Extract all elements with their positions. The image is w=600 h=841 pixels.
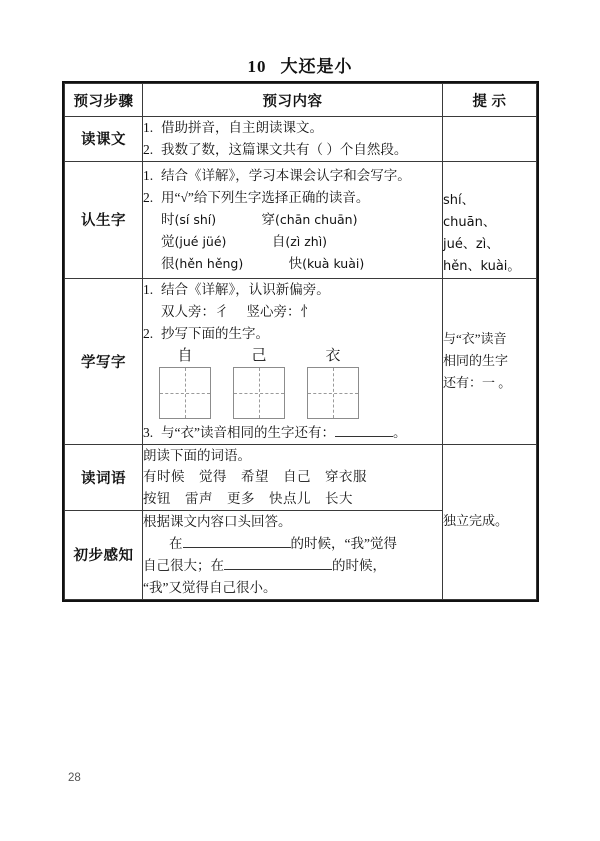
intro-text: 根据课文内容口头回答。 (143, 514, 292, 530)
radical-name: 竖心旁： (246, 303, 301, 319)
header-content: 预习内容 (143, 84, 443, 117)
pinyin-options[interactable]: chān chuān (279, 211, 353, 227)
pinyin-options[interactable]: kuà kuài (307, 255, 360, 271)
preview-table (64, 83, 537, 600)
character-practice-grid (143, 347, 442, 419)
question-line: “我”又觉得自己很小。 (143, 579, 277, 595)
list-item: 2. 用“√”给下列生字选择正确的读音。 (143, 190, 370, 206)
question-line: 自己很大；在 的时候， (143, 557, 386, 573)
header-step: 预习步骤 (65, 84, 143, 117)
content-read-text (143, 117, 443, 162)
hint-read-text (443, 117, 537, 162)
pinyin-choice-row (143, 209, 442, 231)
table-row (65, 161, 537, 278)
word-row (143, 488, 442, 510)
step-label-read-words: 读词语 (65, 444, 143, 511)
vocab-word: 希望 (241, 469, 269, 485)
step-label-first-impression: 初步感知 (65, 511, 143, 599)
practice-cell (159, 347, 211, 419)
list-item: 1. 借助拼音，自主朗读课文。 (143, 120, 323, 135)
hint-independent-work: 独立完成。 (443, 444, 537, 599)
tianzige-box[interactable] (233, 367, 285, 419)
table-row (65, 117, 537, 162)
tianzige-box[interactable] (159, 367, 211, 419)
radical-glyph: 忄 (300, 303, 314, 319)
pinyin-choice: 时(sí shí) (161, 211, 217, 227)
vocab-word: 有时候 (143, 469, 185, 485)
lesson-title: 大还是小 (280, 57, 353, 76)
vocab-word: 更多 (227, 491, 255, 507)
list-item: 2. 我数了数，这篇课文共有（ ）个自然段。 (143, 141, 408, 157)
pinyin-choice: 自(zì zhì) (271, 233, 328, 249)
fill-blank[interactable] (335, 436, 393, 437)
vocab-word: 觉得 (199, 469, 227, 485)
hint-learn-chars: shí、 chuān、 jué、zì、 hěn、kuài。 (443, 161, 537, 278)
pinyin-choice: 觉(jué jüé) (161, 233, 227, 249)
pinyin-choice: 穿(chān chuān) (261, 211, 358, 227)
vocab-word: 雷声 (185, 491, 213, 507)
vocab-word: 自己 (283, 469, 311, 485)
pinyin-choice: 很(hěn hěng) (161, 255, 244, 271)
vocab-word: 长大 (325, 491, 353, 507)
vocab-word: 穿衣服 (325, 469, 367, 485)
step-label-read-text: 读课文 (65, 117, 143, 162)
practice-cell (307, 347, 359, 419)
pinyin-options[interactable]: jué jüé (179, 233, 222, 249)
question-line: 在 的时候，“我”觉得 (169, 535, 397, 551)
table-header-row (65, 84, 537, 117)
table-row (65, 444, 537, 511)
step-label-write-chars: 学写字 (65, 279, 143, 444)
content-read-words (143, 444, 443, 511)
practice-char: 自 (177, 347, 193, 364)
vocab-word: 按钮 (143, 491, 171, 507)
vocab-word: 快点儿 (269, 491, 311, 507)
pinyin-choice: 快(kuà kuài) (288, 255, 365, 271)
pinyin-choice-row (143, 253, 442, 275)
pinyin-options[interactable]: sí shí (179, 211, 212, 227)
pinyin-choice-row (143, 231, 442, 253)
header-hint: 提 示 (443, 84, 537, 117)
pinyin-options[interactable]: zì zhì (290, 233, 323, 249)
word-row (143, 466, 442, 488)
table-row (65, 279, 537, 444)
list-item: 1. 结合《详解》，认识新偏旁。 (143, 282, 330, 298)
tianzige-box[interactable] (307, 367, 359, 419)
radical-glyph: 彳 (215, 303, 229, 319)
radical-name: 双人旁： (161, 303, 215, 319)
content-learn-chars (143, 161, 443, 278)
list-item: 2. 抄写下面的生字。 (143, 325, 269, 341)
page-number: 28 (68, 772, 81, 784)
practice-cell (233, 347, 285, 419)
radicals-row (143, 301, 442, 323)
list-item: 1. 结合《详解》，学习本课会认字和会写字。 (143, 168, 411, 184)
content-first-impression (143, 511, 443, 599)
pinyin-options[interactable]: hěn hěng (179, 255, 239, 271)
page-title (0, 52, 600, 77)
fill-blank[interactable] (224, 569, 332, 570)
intro-text: 朗读下面的词语。 (143, 447, 251, 463)
practice-char: 衣 (325, 347, 341, 364)
list-item: 3. 与“衣”读音相同的生字还有： 。 (143, 424, 407, 440)
lesson-number: 10 (247, 57, 267, 76)
fill-blank[interactable] (183, 547, 291, 548)
content-write-chars (143, 279, 443, 444)
practice-char: 己 (251, 347, 267, 364)
step-label-learn-chars: 认生字 (65, 161, 143, 278)
hint-write-chars: 与“衣”读音 相同的生字 还有：一 。 (443, 279, 537, 444)
